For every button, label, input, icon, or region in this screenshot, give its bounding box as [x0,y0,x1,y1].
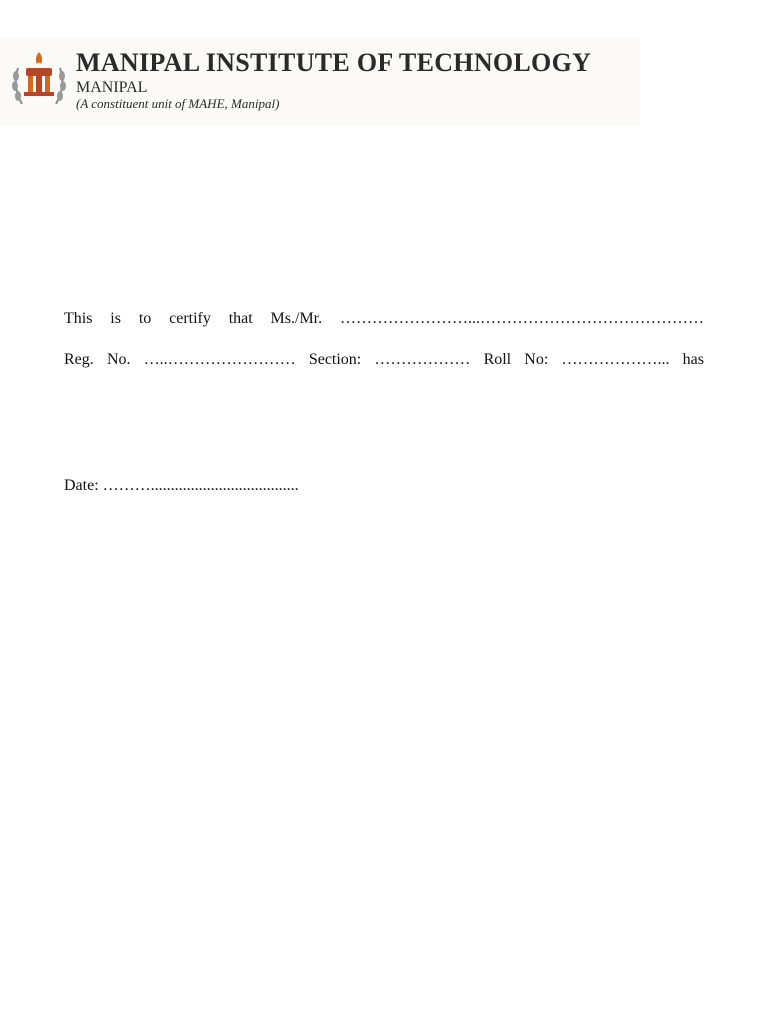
institution-city: MANIPAL [76,79,148,96]
certify-word: Ms./Mr. [270,310,323,327]
certify-line [64,310,704,328]
certify-word: to [138,310,152,327]
institute-logo [8,46,70,116]
reg-blank: …..…………………… [143,351,296,368]
roll-label: Roll [483,351,512,368]
name-blank: ……………………...…………………………………… [339,310,704,327]
registration-line [64,351,704,369]
certify-word: certify [169,310,211,327]
roll-blank: ………………... [561,351,670,368]
certify-word: is [110,310,121,327]
date-label: Date: [64,477,99,494]
certify-word: that [228,310,253,327]
section-label: Section: [308,351,362,368]
certify-word: This [64,310,93,327]
date-blank: ………..................................... [102,477,299,494]
roll-label: No: [524,351,549,368]
date-line [64,477,704,495]
has-word: has [682,351,704,368]
letterhead [0,38,640,126]
institution-name: MANIPAL INSTITUTE OF TECHNOLOGY [76,48,592,77]
reg-label: Reg. [64,351,94,368]
section-blank: ……………… [374,351,471,368]
reg-label: No. [106,351,131,368]
institution-unit: (A constituent unit of MAHE, Manipal) [76,96,280,111]
